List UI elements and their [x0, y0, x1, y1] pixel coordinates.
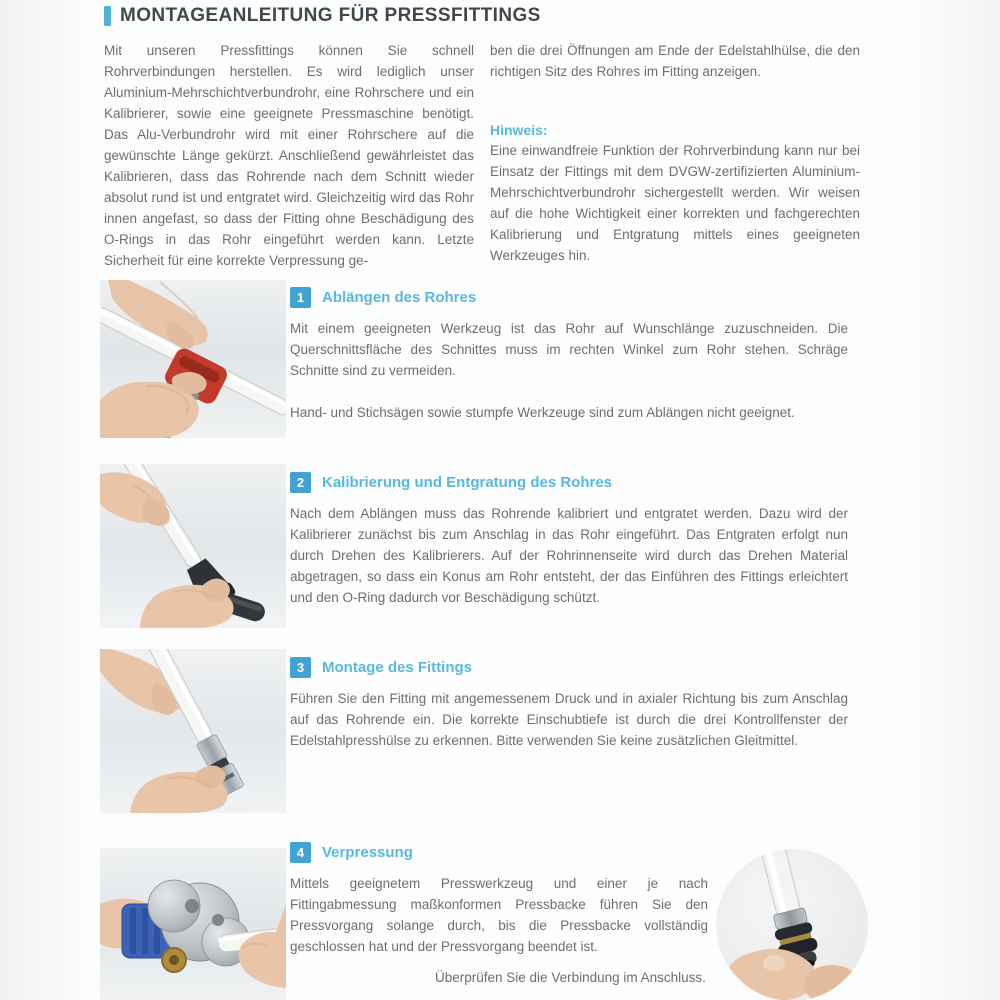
step-1-paragraph: Mit einem geeigneten Werkzeug ist das Rohr auf Wunschlänge zuzuschneiden. Die Querschnittsfläche des Schnittes muss im rechten Winkel zum Rohr stehen. Schräge Schnitte sind zu vermeiden. — [290, 321, 848, 378]
intro-right-column — [490, 40, 860, 271]
page-title: MONTAGEANLEITUNG FÜR PRESSFITTINGS — [120, 5, 541, 26]
step-1 — [290, 287, 848, 423]
step-1-paragraph-2: Hand- und Stichsägen sowie stumpfe Werkzeuge sind zum Ablängen nicht geeignet. — [290, 405, 795, 420]
step-3 — [290, 657, 848, 751]
intro-section — [104, 40, 860, 271]
step-2-badge: 2 — [290, 472, 311, 493]
step-1-title: Ablängen des Rohres — [322, 289, 477, 306]
intro-left-text: Mit unseren Pressfittings können Sie schnell Rohrverbindungen herstellen. Es wird lediglich unser Aluminium-Mehrschichtverbundrohr, eine Rohrschere und ein Kalibrierer, sowie eine geeignete Pressmaschine benötigt. Das Alu-Verbundrohr wird mit einer Rohrschere auf die gewünschte Länge gekürzt. Anschließend gewährleistet das Kalibrieren, dass das Rohrende nach dem Schnitt wieder absolut rund ist und entgratet wird. Gleichzeitig wird das Rohr innen angefast, so dass der Fitting ohne Beschädigung des O-Rings in das Rohr eingeführt werden kann. Letzte Sicherheit für eine korrekte Verpressung ge- — [104, 43, 474, 268]
step-3-paragraph: Führen Sie den Fitting mit angemessenem Druck und in axialer Richtung bis zum Anschlag auf das Rohrende ein. Die korrekte Einschubtiefe ist durch die drei Kontrollfenster der Edelstahlpresshülse zu erkennen. Bitte verwenden Sie keine zusätzlichen Gleitmittel. — [290, 691, 848, 748]
fitting-mounting-photo — [100, 649, 286, 813]
thumbnail — [763, 955, 785, 971]
step-4 — [290, 842, 708, 957]
step-2-paragraph: Nach dem Ablängen muss das Rohrende kalibriert und entgratet werden. Dazu wird der Kalibrierer zunächst bis zum Anschlag in das Rohr eingeführt. Das Entgraten erfolgt nun durch Drehen des Kalibrierers. Auf der Rohrinnenseite wird durch das Drehen Material abgetragen, so dass ein Konus am Rohr entsteht, der das Einführen des Fittings erleichtert und den O-Ring dadurch vor Beschädigung schützt. — [290, 506, 848, 605]
pipe-cutting-photo — [100, 280, 286, 438]
note-heading: Hinweis: — [490, 122, 548, 138]
step-4-paragraph: Mittels geeignetem Presswerkzeug und einer je nach Fittingabmessung maßkonformen Pressbacke führen Sie den Pressvorgang solange durch, bis die Pressbacke vollständig geschlossen hat und der Pressvorgang beendet ist. — [290, 876, 708, 954]
note-text: Eine einwandfreie Funktion der Rohrverbindung kann nur bei Einsatz der Fittings mit dem DVGW-zertifizierten Aluminium-Mehrschichtverbundrohr sichergestellt werden. Wir weisen auf die hohe Wichtigkeit einer korrekten und fachgerechten Kalibrierung und Entgratung mittels eines geeigneten Werkzeuges hin. — [490, 143, 860, 263]
step-3-title: Montage des Fittings — [322, 659, 472, 676]
step-3-badge: 3 — [290, 657, 311, 678]
pressing-photo — [100, 848, 286, 1000]
check-connection-text: Überprüfen Sie die Verbindung im Anschluss. — [435, 970, 706, 985]
brass-ring — [162, 948, 186, 972]
page-header — [104, 5, 541, 27]
step-2 — [290, 472, 848, 608]
intro-right-text: ben die drei Öffnungen am Ende der Edelstahlhülse, die den richtigen Sitz des Rohres im Fitting anzeigen. — [490, 43, 860, 79]
step-1-badge: 1 — [290, 287, 311, 308]
fitting-closeup-photo — [716, 849, 868, 1000]
step-2-title: Kalibrierung und Entgratung des Rohres — [322, 474, 613, 491]
intro-left-column — [104, 40, 474, 271]
step-4-title: Verpressung — [322, 844, 413, 861]
pipe-calibrating-photo — [100, 464, 286, 628]
title-accent-bar — [104, 6, 111, 26]
step-4-badge: 4 — [290, 842, 311, 863]
